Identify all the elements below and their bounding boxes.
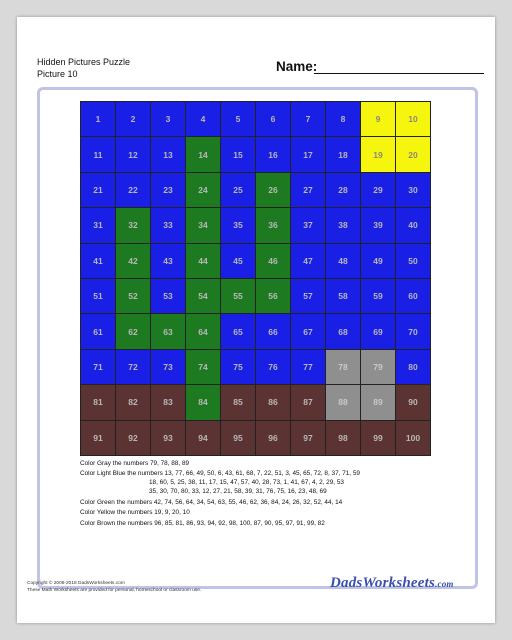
grid-cell-20: 20 bbox=[396, 137, 431, 172]
grid-cell-50: 50 bbox=[396, 244, 431, 279]
grid-cell-91: 91 bbox=[81, 421, 116, 456]
grid-cell-1: 1 bbox=[81, 102, 116, 137]
grid-cell-61: 61 bbox=[81, 314, 116, 349]
grid-cell-5: 5 bbox=[221, 102, 256, 137]
grid-cell-10: 10 bbox=[396, 102, 431, 137]
grid-cell-94: 94 bbox=[186, 421, 221, 456]
grid-cell-85: 85 bbox=[221, 385, 256, 420]
grid-cell-78: 78 bbox=[326, 350, 361, 385]
grid-cell-48: 48 bbox=[326, 244, 361, 279]
instruction-item bbox=[80, 509, 460, 518]
grid-cell-30: 30 bbox=[396, 173, 431, 208]
grid-cell-35: 35 bbox=[221, 208, 256, 243]
dadsworksheets-logo: DadsWorksheets.com bbox=[330, 575, 454, 591]
grid-cell-17: 17 bbox=[291, 137, 326, 172]
grid-cell-22: 22 bbox=[116, 173, 151, 208]
grid-cell-37: 37 bbox=[291, 208, 326, 243]
grid-cell-87: 87 bbox=[291, 385, 326, 420]
grid-cell-24: 24 bbox=[186, 173, 221, 208]
grid-cell-11: 11 bbox=[81, 137, 116, 172]
grid-cell-36: 36 bbox=[256, 208, 291, 243]
grid-cell-65: 65 bbox=[221, 314, 256, 349]
grid-cell-66: 66 bbox=[256, 314, 291, 349]
grid-cell-81: 81 bbox=[81, 385, 116, 420]
grid-cell-71: 71 bbox=[81, 350, 116, 385]
grid-cell-97: 97 bbox=[291, 421, 326, 456]
grid-cell-53: 53 bbox=[151, 279, 186, 314]
grid-cell-98: 98 bbox=[326, 421, 361, 456]
grid-cell-4: 4 bbox=[186, 102, 221, 137]
grid-cell-54: 54 bbox=[186, 279, 221, 314]
grid-cell-63: 63 bbox=[151, 314, 186, 349]
grid-cell-79: 79 bbox=[361, 350, 396, 385]
grid-cell-83: 83 bbox=[151, 385, 186, 420]
grid-cell-7: 7 bbox=[291, 102, 326, 137]
grid-cell-100: 100 bbox=[396, 421, 431, 456]
grid-cell-75: 75 bbox=[221, 350, 256, 385]
instruction-line: Color Green the numbers 42, 74, 56, 64, 34, 54, 63, 55, 46, 62, 36, 84, 24, 26, 32, 52, 44, 14 bbox=[80, 498, 343, 506]
grid-cell-62: 62 bbox=[116, 314, 151, 349]
instruction-item bbox=[80, 520, 460, 529]
grid-cell-23: 23 bbox=[151, 173, 186, 208]
grid-cell-2: 2 bbox=[116, 102, 151, 137]
footer-copyright bbox=[27, 580, 201, 594]
grid-cell-8: 8 bbox=[326, 102, 361, 137]
grid-cell-40: 40 bbox=[396, 208, 431, 243]
instruction-item bbox=[80, 470, 460, 497]
grid-cell-16: 16 bbox=[256, 137, 291, 172]
grid-cell-38: 38 bbox=[326, 208, 361, 243]
grid-cell-76: 76 bbox=[256, 350, 291, 385]
instruction-item bbox=[80, 460, 460, 469]
grid-cell-19: 19 bbox=[361, 137, 396, 172]
usage-notice: These Math Worksheets are provided for personal, homeschool or classroom use. bbox=[27, 588, 202, 594]
grid-cell-21: 21 bbox=[81, 173, 116, 208]
name-underline bbox=[314, 73, 484, 74]
grid-cell-58: 58 bbox=[326, 279, 361, 314]
grid-cell-43: 43 bbox=[151, 244, 186, 279]
grid-cell-95: 95 bbox=[221, 421, 256, 456]
grid-cell-46: 46 bbox=[256, 244, 291, 279]
grid-cell-68: 68 bbox=[326, 314, 361, 349]
grid-cell-86: 86 bbox=[256, 385, 291, 420]
grid-cell-57: 57 bbox=[291, 279, 326, 314]
worksheet-subtitle: Picture 10 bbox=[37, 69, 78, 79]
grid-cell-92: 92 bbox=[116, 421, 151, 456]
grid-cell-42: 42 bbox=[116, 244, 151, 279]
grid-cell-49: 49 bbox=[361, 244, 396, 279]
grid-cell-32: 32 bbox=[116, 208, 151, 243]
grid-cell-39: 39 bbox=[361, 208, 396, 243]
grid-cell-15: 15 bbox=[221, 137, 256, 172]
grid-cell-93: 93 bbox=[151, 421, 186, 456]
grid-cell-84: 84 bbox=[186, 385, 221, 420]
grid-cell-74: 74 bbox=[186, 350, 221, 385]
grid-cell-77: 77 bbox=[291, 350, 326, 385]
instruction-line: 18, 60, 5, 25, 38, 11, 17, 15, 47, 57, 40, 28, 73, 1, 41, 67, 4, 2, 29, 53 bbox=[149, 479, 344, 487]
instruction-line: 35, 30, 70, 80, 33, 12, 27, 21, 58, 39, 31, 76, 75, 16, 23, 48, 69 bbox=[149, 488, 327, 496]
grid-cell-12: 12 bbox=[116, 137, 151, 172]
grid-cell-31: 31 bbox=[81, 208, 116, 243]
grid-cell-52: 52 bbox=[116, 279, 151, 314]
grid-cell-45: 45 bbox=[221, 244, 256, 279]
grid-cell-13: 13 bbox=[151, 137, 186, 172]
grid-cell-88: 88 bbox=[326, 385, 361, 420]
grid-cell-69: 69 bbox=[361, 314, 396, 349]
grid-cell-90: 90 bbox=[396, 385, 431, 420]
instruction-line: Color Brown the numbers 96, 85, 81, 86, 93, 94, 92, 98, 100, 87, 90, 95, 97, 91, 99, 82 bbox=[80, 519, 325, 527]
grid-cell-14: 14 bbox=[186, 137, 221, 172]
grid-cell-59: 59 bbox=[361, 279, 396, 314]
worksheet-title: Hidden Pictures Puzzle bbox=[37, 57, 131, 67]
grid-cell-41: 41 bbox=[81, 244, 116, 279]
grid-cell-9: 9 bbox=[361, 102, 396, 137]
instruction-item bbox=[80, 499, 460, 508]
grid-cell-34: 34 bbox=[186, 208, 221, 243]
name-label: Name: bbox=[276, 59, 318, 74]
grid-cell-26: 26 bbox=[256, 173, 291, 208]
grid-cell-72: 72 bbox=[116, 350, 151, 385]
grid-cell-64: 64 bbox=[186, 314, 221, 349]
grid-cell-70: 70 bbox=[396, 314, 431, 349]
grid-cell-28: 28 bbox=[326, 173, 361, 208]
grid-cell-82: 82 bbox=[116, 385, 151, 420]
color-instructions bbox=[80, 460, 460, 530]
instruction-line: Color Light Blue the numbers 13, 77, 66, 49, 50, 6, 43, 61, 68, 7, 22, 51, 3, 45, 65, 72, 8, 37, 71, 59 bbox=[80, 470, 360, 478]
grid-cell-73: 73 bbox=[151, 350, 186, 385]
grid-cell-80: 80 bbox=[396, 350, 431, 385]
instruction-line: Color Gray the numbers 79, 78, 88, 89 bbox=[80, 460, 190, 467]
grid-cell-89: 89 bbox=[361, 385, 396, 420]
grid-cell-51: 51 bbox=[81, 279, 116, 314]
copyright-text: Copyright © 2008-2018 DadsWorksheets.com bbox=[27, 581, 125, 586]
grid-cell-60: 60 bbox=[396, 279, 431, 314]
grid-cell-99: 99 bbox=[361, 421, 396, 456]
instruction-line: Color Yellow the numbers 19, 9, 20, 10 bbox=[80, 509, 190, 517]
grid-cell-25: 25 bbox=[221, 173, 256, 208]
grid-cell-55: 55 bbox=[221, 279, 256, 314]
grid-cell-33: 33 bbox=[151, 208, 186, 243]
grid-cell-3: 3 bbox=[151, 102, 186, 137]
grid-cell-67: 67 bbox=[291, 314, 326, 349]
grid-cell-29: 29 bbox=[361, 173, 396, 208]
grid-cell-47: 47 bbox=[291, 244, 326, 279]
grid-cell-96: 96 bbox=[256, 421, 291, 456]
hundreds-chart-grid bbox=[80, 101, 431, 456]
grid-cell-18: 18 bbox=[326, 137, 361, 172]
grid-cell-56: 56 bbox=[256, 279, 291, 314]
grid-cell-6: 6 bbox=[256, 102, 291, 137]
grid-cell-27: 27 bbox=[291, 173, 326, 208]
grid-cell-44: 44 bbox=[186, 244, 221, 279]
